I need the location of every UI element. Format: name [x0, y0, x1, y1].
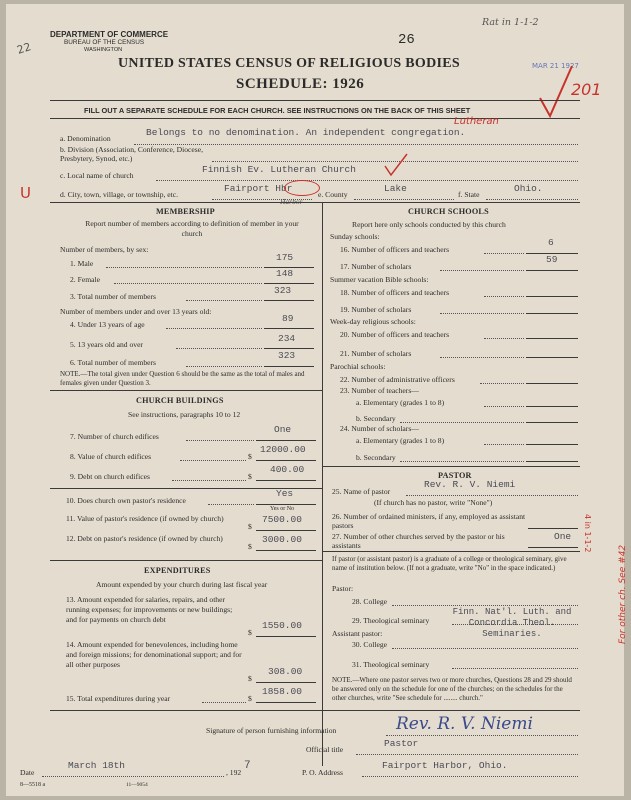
- city-note: Harbor: [280, 197, 303, 206]
- q18-label: 18. Number of officers and teachers: [340, 288, 450, 297]
- q15-label: 15. Total expenditures during year: [66, 694, 171, 703]
- q2-value: 148: [276, 268, 294, 279]
- date-value: March 18th: [68, 760, 126, 771]
- pastor-note: NOTE.—Where one pastor serves two or more churches, Questions 28 and 29 should be answered only on the schedule for one of the churches; on the schedules for the other churches, write "See schedule for ........ church.": [332, 676, 572, 702]
- buildings-subheading: See instructions, paragraphs 10 to 12: [128, 410, 241, 419]
- q28-label: 28. College: [352, 597, 388, 606]
- assistant-pastor-label: Assistant pastor:: [332, 629, 383, 638]
- q20-label: 20. Number of officers and teachers: [340, 330, 450, 339]
- signature-value: Rev. R. V. Niemi: [396, 714, 533, 734]
- q8-value: 12000.00: [260, 444, 306, 455]
- dollar-sign: $: [248, 694, 252, 703]
- age-split-label: Number of members under and over 13 years old:: [60, 307, 212, 316]
- form-number: 8—5518 a: [20, 782, 46, 788]
- denomination-label: a. Denomination: [60, 134, 111, 143]
- pastor-sub-label: Pastor:: [332, 584, 354, 593]
- local-name-value: Finnish Ev. Lutheran Church: [202, 164, 356, 175]
- dollar-sign: $: [248, 452, 252, 461]
- state-value: Ohio.: [514, 183, 543, 194]
- denomination-value: Belongs to no denomination. An independent congregation.: [146, 127, 466, 138]
- q24a-label: a. Elementary (grades 1 to 8): [356, 436, 445, 445]
- q13-value: 1550.00: [262, 620, 302, 631]
- q25-note: (If church has no pastor, write "None"): [374, 498, 493, 507]
- q23-label: 23. Number of teachers—: [340, 386, 419, 395]
- census-schedule-sheet: [6, 4, 628, 796]
- instruction-line: FILL OUT A SEPARATE SCHEDULE FOR EACH CHURCH. SEE INSTRUCTIONS ON THE BACK OF THIS SHEET: [84, 106, 471, 115]
- dept-name: DEPARTMENT OF COMMERCE: [50, 30, 169, 39]
- schools-heading: CHURCH SCHOOLS: [408, 207, 489, 216]
- year-prefix: , 192: [226, 768, 242, 777]
- q15-value: 1858.00: [262, 686, 302, 697]
- buildings-heading: CHURCH BUILDINGS: [136, 396, 224, 405]
- q14-value: 308.00: [268, 666, 303, 677]
- q26-label: 26. Number of ordained ministers, if any, employed as assistant pastors: [332, 512, 526, 530]
- q7-label: 7. Number of church edifices: [70, 432, 159, 441]
- q17-value: 59: [546, 254, 558, 265]
- q5-label: 5. 13 years old and over: [70, 340, 143, 349]
- check-mark: [382, 152, 410, 178]
- year-digit: 7: [244, 760, 251, 772]
- q4-value: 89: [282, 313, 294, 324]
- q1-value: 175: [276, 252, 294, 263]
- q19-label: 19. Number of scholars: [340, 305, 412, 314]
- q11-value: 7500.00: [262, 514, 302, 525]
- signature-label: Signature of person furnishing information: [206, 726, 337, 735]
- q9-value: 400.00: [270, 464, 305, 475]
- q13-label: 13. Amount expended for salaries, repairs, and other running expenses; for improvements or new buildings; and for payments on church debt: [66, 595, 233, 624]
- q23a-label: a. Elementary (grades 1 to 8): [356, 398, 445, 407]
- q22-label: 22. Number of administrative officers: [340, 375, 455, 384]
- q25-value: Rev. R. V. Niemi: [424, 479, 516, 490]
- county-label: e. County: [318, 190, 348, 199]
- q8-label: 8. Value of church edifices: [70, 452, 152, 461]
- schedule-title: SCHEDULE: 1926: [236, 76, 365, 92]
- q24-label: 24. Number of scholars—: [340, 424, 419, 433]
- q27-note: 4 in 1-1-2: [583, 514, 592, 553]
- q12-value: 3000.00: [262, 534, 302, 545]
- q10-subnote: Yes or No: [270, 506, 295, 512]
- local-name-label: c. Local name of church: [60, 171, 134, 180]
- q30-label: 30. College: [352, 640, 388, 649]
- q29-label: 29. Theological seminary: [352, 616, 430, 625]
- dollar-sign: $: [248, 628, 252, 637]
- q4-label: 4. Under 13 years of age: [70, 320, 145, 329]
- red-number: 201: [571, 80, 602, 99]
- side-note: For other ch. See #42: [618, 544, 628, 644]
- pastor-heading: PASTOR: [438, 471, 472, 480]
- q27-label: 27. Number of other churches served by the pastor or his assistants: [332, 532, 505, 550]
- q14-label: 14. Amount expended for benevolences, including home and foreign missions; for denominational support; and for all other purposes: [66, 640, 242, 669]
- corner-number: 22: [15, 40, 33, 57]
- q16-value: 6: [548, 237, 554, 248]
- official-title-label: Official title: [306, 745, 344, 754]
- q6-label: 6. Total number of members: [70, 358, 157, 367]
- q3-value: 323: [274, 285, 292, 296]
- expenditures-subheading: Amount expended by your church during last fiscal year: [96, 580, 268, 589]
- q16-label: 16. Number of officers and teachers: [340, 245, 450, 254]
- bureau-city: WASHINGTON: [84, 47, 123, 53]
- q21-label: 21. Number of scholars: [340, 349, 412, 358]
- dollar-sign: $: [248, 674, 252, 683]
- box-number: 26: [398, 32, 415, 48]
- q6-value: 323: [278, 350, 296, 361]
- summer-schools-label: Summer vacation Bible schools:: [330, 275, 429, 284]
- schools-subheading: Report here only schools conducted by this church: [352, 220, 506, 229]
- q29-value: Finn. Nat'l. Luth. and Concordia Theol. Seminaries.: [452, 607, 572, 639]
- q25-label: 25. Name of pastor: [332, 487, 391, 496]
- dollar-sign: $: [248, 542, 252, 551]
- members-by-sex-label: Number of members, by sex:: [60, 245, 149, 254]
- county-value: Lake: [384, 183, 407, 194]
- city-circle-mark: [284, 180, 320, 196]
- q23b-label: b. Secondary: [356, 414, 396, 423]
- q11-label: 11. Value of pastor's residence (if owned by church): [66, 514, 224, 523]
- q12-label: 12. Debt on pastor's residence (if owned by church): [66, 534, 223, 543]
- sunday-schools-label: Sunday schools:: [330, 232, 380, 241]
- q7-value: One: [274, 424, 292, 435]
- membership-note: NOTE.—The total given under Question 6 should be the same as the total of males and females given under Question 3.: [60, 370, 305, 387]
- q27-value: One: [554, 531, 572, 542]
- division-label: b. Division (Association, Conference, Diocese, Presbytery, Synod, etc.): [60, 145, 203, 163]
- city-value: Fairport Hbr: [224, 183, 293, 194]
- membership-subheading: Report number of members according to definition of member in your church: [85, 219, 299, 238]
- q10-label: 10. Does church own pastor's residence: [66, 496, 186, 505]
- weekday-schools-label: Week-day religious schools:: [330, 317, 416, 326]
- print-number: 11—9054: [126, 782, 148, 788]
- q24b-label: b. Secondary: [356, 453, 396, 462]
- q17-label: 17. Number of scholars: [340, 262, 412, 271]
- q3-label: 3. Total number of members: [70, 292, 157, 301]
- date-label: Date: [20, 768, 35, 777]
- city-label: d. City, town, village, or township, etc.: [60, 190, 179, 199]
- corner-note: Rat in 1-1-2: [482, 17, 539, 28]
- q2-label: 2. Female: [70, 275, 100, 284]
- parochial-schools-label: Parochial schools:: [330, 362, 386, 371]
- membership-heading: MEMBERSHIP: [156, 207, 215, 216]
- official-title-value: Pastor: [384, 738, 419, 749]
- graduate-note: If pastor (or assistant pastor) is a graduate of a college or theological seminary, give name of institution below. (If not a graduate, write "No" in the space indicated.): [332, 555, 567, 572]
- dollar-sign: $: [248, 522, 252, 531]
- expenditures-heading: EXPENDITURES: [144, 566, 211, 575]
- q31-label: 31. Theological seminary: [352, 660, 430, 669]
- q10-value: Yes: [276, 488, 294, 499]
- state-label: f. State: [458, 190, 480, 199]
- q1-label: 1. Male: [70, 259, 94, 268]
- q5-value: 234: [278, 333, 296, 344]
- u-mark: U: [20, 184, 31, 202]
- dollar-sign: $: [248, 472, 252, 481]
- bureau-name: BUREAU OF THE CENSUS: [64, 39, 145, 46]
- form-title: UNITED STATES CENSUS OF RELIGIOUS BODIES: [118, 56, 461, 71]
- po-address-value: Fairport Harbor, Ohio.: [382, 760, 508, 771]
- received-stamp: MAR 21 1927: [532, 62, 579, 70]
- q9-label: 9. Debt on church edifices: [70, 472, 150, 481]
- denomination-note: Lutheran: [454, 116, 499, 127]
- po-address-label: P. O. Address: [302, 768, 343, 777]
- check-mark-large: [536, 62, 576, 120]
